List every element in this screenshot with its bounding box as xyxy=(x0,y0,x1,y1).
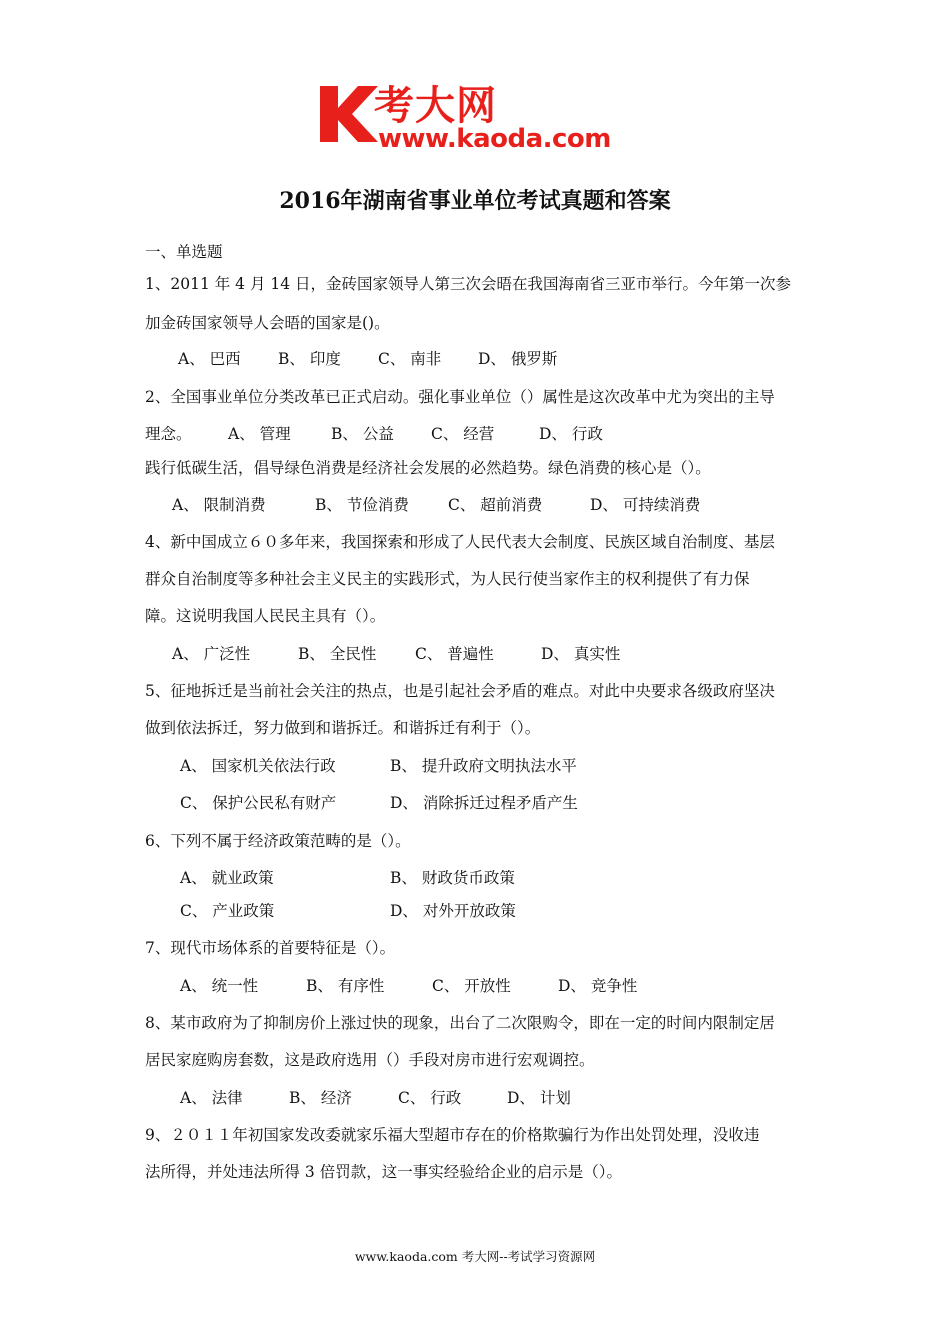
q7-options xyxy=(180,974,637,996)
q4-option-d: D、 真实性 xyxy=(541,645,621,663)
q9-text-line-1: 9、２０１１年初国家发改委就家乐福大型超市存在的价格欺骗行为作出处罚处理，没收违 xyxy=(145,1126,760,1144)
q8-text-line-1: 8、某市政府为了抑制房价上涨过快的现象，出台了二次限购令，即在一定的时间内限制定居 xyxy=(145,1014,775,1032)
section-heading: 一、单选题 xyxy=(145,243,223,261)
q4-text-line-1: 4、新中国成立６０多年来，我国探索和形成了人民代表大会制度、民族区域自治制度、基层 xyxy=(145,533,775,551)
q4-options xyxy=(172,642,620,664)
q7-option-b: B、 有序性 xyxy=(306,977,385,995)
q1-text-line-1: 1、2011 年 4 月 14 日，金砖国家领导人第三次会晤在我国海南省三亚市举行。今年第一次参 xyxy=(145,275,792,293)
q1-option-c: C、 南非 xyxy=(378,350,442,368)
q6-text-line-1: 6、下列不属于经济政策范畴的是（）。 xyxy=(145,832,411,850)
q7-option-c: C、 开放性 xyxy=(432,977,511,995)
q3-options xyxy=(172,493,700,515)
q4-option-a: A、 广泛性 xyxy=(172,645,251,663)
q2-option-d: D、 行政 xyxy=(539,425,603,443)
q8-option-a: A、 法律 xyxy=(180,1089,243,1107)
q5-options-row-2 xyxy=(180,791,578,813)
q2-option-c: C、 经营 xyxy=(431,425,495,443)
q4-text-line-3: 障。这说明我国人民民主具有（）。 xyxy=(145,607,386,625)
q6-options-row-2 xyxy=(180,899,516,921)
q5-option-a: A、 国家机关依法行政 xyxy=(180,757,336,775)
q8-option-c: C、 行政 xyxy=(398,1089,462,1107)
q1-option-b: B、 印度 xyxy=(278,350,341,368)
q3-option-c: C、 超前消费 xyxy=(448,496,543,514)
q5-option-d: D、 消除拆迁过程矛盾产生 xyxy=(390,794,578,812)
q2-option-a: A、 管理 xyxy=(228,425,291,443)
k-logo-icon xyxy=(318,80,380,146)
q8-option-d: D、 计划 xyxy=(507,1089,571,1107)
q4-option-c: C、 普遍性 xyxy=(415,645,494,663)
q4-option-b: B、 全民性 xyxy=(298,645,377,663)
q2-stem-end: 理念。 xyxy=(145,425,192,443)
q5-options-row-1 xyxy=(180,754,577,776)
q9-text-line-2: 法所得，并处违法所得 3 倍罚款，这一事实经验给企业的启示是（）。 xyxy=(145,1163,622,1181)
kaoda-logo xyxy=(318,80,638,158)
logo-brand-name: 考大网 xyxy=(374,83,497,129)
q8-option-b: B、 经济 xyxy=(289,1089,352,1107)
q7-option-d: D、 竞争性 xyxy=(558,977,638,995)
q5-text-line-1: 5、征地拆迁是当前社会关注的热点，也是引起社会矛盾的难点。对此中央要求各级政府坚决 xyxy=(145,682,775,700)
q6-options-row-1 xyxy=(180,866,515,888)
q4-text-line-2: 群众自治制度等多种社会主义民主的实践形式，为人民行使当家作主的权利提供了有力保 xyxy=(145,570,750,588)
q1-text-line-2: 加金砖国家领导人会晤的国家是()。 xyxy=(145,314,390,332)
q8-text-line-2: 居民家庭购房套数，这是政府选用（）手段对房市进行宏观调控。 xyxy=(145,1051,595,1069)
q3-option-a: A、 限制消费 xyxy=(172,496,266,514)
q5-option-b: B、 提升政府文明执法水平 xyxy=(390,757,577,775)
q6-option-c: C、 产业政策 xyxy=(180,902,275,920)
q7-text-line-1: 7、现代市场体系的首要特征是（）。 xyxy=(145,939,396,957)
q6-option-a: A、 就业政策 xyxy=(180,869,274,887)
q3-option-b: B、 节俭消费 xyxy=(315,496,409,514)
q7-option-a: A、 统一性 xyxy=(180,977,259,995)
q5-text-line-2: 做到依法拆迁，努力做到和谐拆迁。和谐拆迁有利于（）。 xyxy=(145,719,541,737)
q2-text-line-2 xyxy=(145,422,603,444)
page-footer: www.kaoda.com 考大网--考试学习资源网 xyxy=(354,1249,596,1264)
q1-option-a: A、 巴西 xyxy=(178,350,241,368)
q2-text-line-1: 2、全国事业单位分类改革已正式启动。强化事业单位（）属性是这次改革中尤为突出的主导 xyxy=(145,388,775,406)
q5-option-c: C、 保护公民私有财产 xyxy=(180,794,337,812)
q1-option-d: D、 俄罗斯 xyxy=(478,350,558,368)
q2-option-b: B、 公益 xyxy=(331,425,394,443)
q8-options xyxy=(180,1086,571,1108)
logo-brand-url: www.kaoda.com xyxy=(378,124,611,154)
q6-option-d: D、 对外开放政策 xyxy=(390,902,516,920)
page-title: 2016年湖南省事业单位考试真题和答案 xyxy=(279,188,671,214)
q1-options xyxy=(178,347,557,369)
q3-text-line-1: 践行低碳生活，倡导绿色消费是经济社会发展的必然趋势。绿色消费的核心是（）。 xyxy=(145,459,711,477)
q3-option-d: D、 可持续消费 xyxy=(590,496,701,514)
q6-option-b: B、 财政货币政策 xyxy=(390,869,515,887)
